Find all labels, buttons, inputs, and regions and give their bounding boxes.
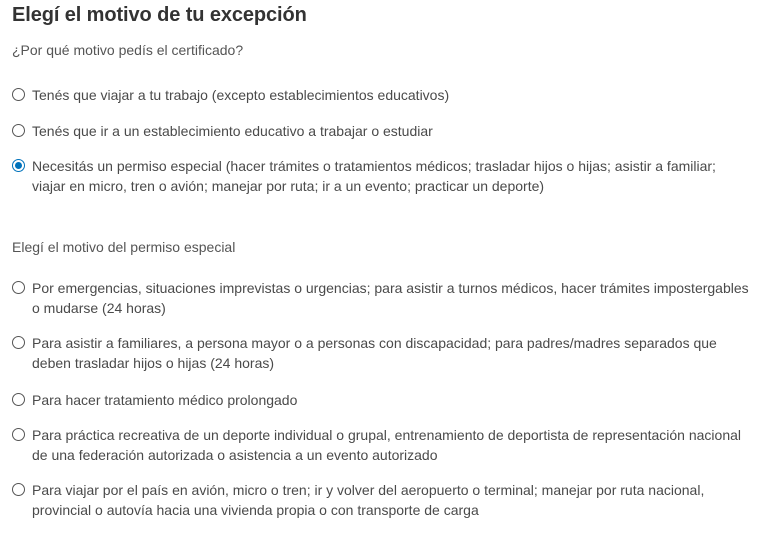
page-title: Elegí el motivo de tu excepción [12,4,307,26]
radio-button[interactable] [12,88,25,101]
option-education[interactable] [12,121,752,141]
option-sports[interactable] [12,425,752,465]
option-medical-treatment[interactable] [12,390,752,410]
option-label: Por emergencias, situaciones imprevistas o urgencias; para asistir a turnos médicos, hacer trámites impostergables o mudarse (24 horas) [32,280,749,316]
radio-button[interactable] [12,281,25,294]
question-special-reason-label: Elegí el motivo del permiso especial [12,239,236,255]
option-label: Tenés que ir a un establecimiento educativo a trabajar o estudiar [32,123,433,139]
option-work-travel[interactable] [12,85,752,105]
question-reason-label: ¿Por qué motivo pedís el certificado? [12,42,244,58]
option-label: Para hacer tratamiento médico prolongado [32,392,298,408]
radio-button-selected[interactable] [12,159,25,172]
option-special-permit[interactable] [12,156,752,196]
option-label: Tenés que viajar a tu trabajo (excepto establecimientos educativos) [32,87,450,103]
radio-button[interactable] [12,393,25,406]
radio-button[interactable] [12,336,25,349]
option-label: Para asistir a familiares, a persona mayor o a personas con discapacidad; para padres/madres separados que deben trasladar hijos o hijas (24 horas) [32,335,717,371]
option-label: Para viajar por el país en avión, micro o tren; ir y volver del aeropuerto o terminal; manejar por ruta nacional, provincial o autovía hacia una vivienda propia o con transporte de carga [32,482,705,518]
option-emergencies[interactable] [12,278,752,318]
option-label: Necesitás un permiso especial (hacer trámites o tratamientos médicos; trasladar hijos o hijas; asistir a familiar; viajar en micro, tren o avión; manejar por ruta; ir a un evento; practicar un deporte) [32,158,716,194]
option-label: Para práctica recreativa de un deporte individual o grupal, entrenamiento de deportista de representación nacional de una federación autorizada o asistencia a un evento autorizado [32,427,742,463]
radio-button[interactable] [12,124,25,137]
radio-button[interactable] [12,483,25,496]
option-travel[interactable] [12,480,752,520]
radio-button[interactable] [12,428,25,441]
option-family-assistance[interactable] [12,333,752,373]
